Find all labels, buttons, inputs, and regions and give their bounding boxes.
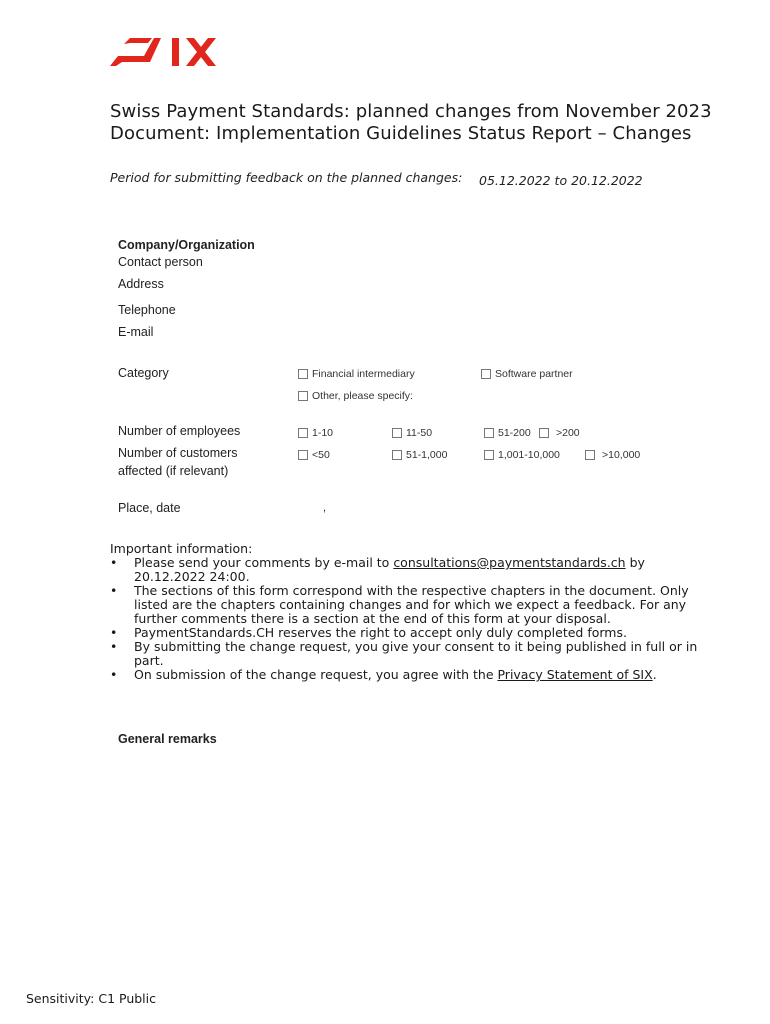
checkbox[interactable] xyxy=(484,428,494,438)
sensitivity-footer: Sensitivity: C1 Public xyxy=(26,991,156,1006)
employees-option-11-50: 11-50 xyxy=(392,427,432,439)
checkbox[interactable] xyxy=(392,450,402,460)
checkbox[interactable] xyxy=(585,450,595,460)
category-option-software-partner: Software partner xyxy=(481,368,573,380)
address-label: Address xyxy=(118,277,164,291)
category-option-financial-intermediary: Financial intermediary xyxy=(298,368,415,380)
consultations-email-link[interactable]: consultations@paymentstandards.ch xyxy=(393,555,626,570)
customers-option-over-10000: >10,000 xyxy=(585,449,640,461)
checkbox[interactable] xyxy=(484,450,494,460)
email-label: E-mail xyxy=(118,325,154,339)
employees-option-1-10: 1-10 xyxy=(298,427,333,439)
telephone-label: Telephone xyxy=(118,303,176,317)
important-information xyxy=(110,542,720,682)
document-subtitle: Document: Implementation Guidelines Status Report – Changes xyxy=(110,123,692,144)
bullet: • xyxy=(110,555,118,570)
bullet: • xyxy=(110,667,118,682)
checkbox[interactable] xyxy=(539,428,549,438)
category-label: Category xyxy=(118,366,169,380)
list-item: • PaymentStandards.CH reserves the right to accept only duly completed forms. xyxy=(110,625,627,640)
place-date-label: Place, date xyxy=(118,501,181,515)
customers-option-1001-10000: 1,001-10,000 xyxy=(484,449,560,461)
employees-option-over-200: >200 xyxy=(539,427,580,439)
list-item: • Please send your comments by e-mail to consultations@paymentstandards.ch by 20.12.2022 24:00. xyxy=(110,555,645,584)
checkbox[interactable] xyxy=(298,450,308,460)
checkbox[interactable] xyxy=(298,369,308,379)
contact-person-label: Contact person xyxy=(118,255,203,269)
list-item: • The sections of this form correspond with the respective chapters in the document. Only listed are the chapters containing changes and for which we expect a feedback. For any further comments there is a section at the end of this form at your disposal. xyxy=(110,583,689,626)
feedback-period-label: Period for submitting feedback on the planned changes: xyxy=(110,170,463,185)
customers-option-51-1000: 51-1,000 xyxy=(392,449,447,461)
employees-option-51-200: 51-200 xyxy=(484,427,531,439)
checkbox[interactable] xyxy=(298,428,308,438)
privacy-statement-link[interactable]: Privacy Statement of SIX xyxy=(497,667,653,682)
bullet: • xyxy=(110,625,118,640)
six-logo xyxy=(108,34,218,68)
company-label: Company/Organization xyxy=(118,238,255,252)
bullet: • xyxy=(110,639,118,654)
customers-label: Number of customers xyxy=(118,446,238,460)
document-title: Swiss Payment Standards: planned changes from November 2023 xyxy=(110,101,712,122)
checkbox[interactable] xyxy=(392,428,402,438)
list-item: • On submission of the change request, you agree with the Privacy Statement of SIX. xyxy=(110,667,657,682)
feedback-period-value: 05.12.2022 to 20.12.2022 xyxy=(479,173,643,188)
checkbox[interactable] xyxy=(481,369,491,379)
list-item: • By submitting the change request, you give your consent to it being published in full or in part. xyxy=(110,639,698,668)
customers-option-under-50: <50 xyxy=(298,449,330,461)
important-list xyxy=(110,556,720,682)
important-heading: Important information: xyxy=(110,541,253,556)
category-option-other: Other, please specify: xyxy=(298,390,413,402)
bullet: • xyxy=(110,583,118,598)
general-remarks-label: General remarks xyxy=(118,732,217,746)
customers-label-sub: affected (if relevant) xyxy=(118,464,229,478)
employees-label: Number of employees xyxy=(118,424,241,438)
place-date-field[interactable]: , xyxy=(323,502,327,514)
checkbox[interactable] xyxy=(298,391,308,401)
